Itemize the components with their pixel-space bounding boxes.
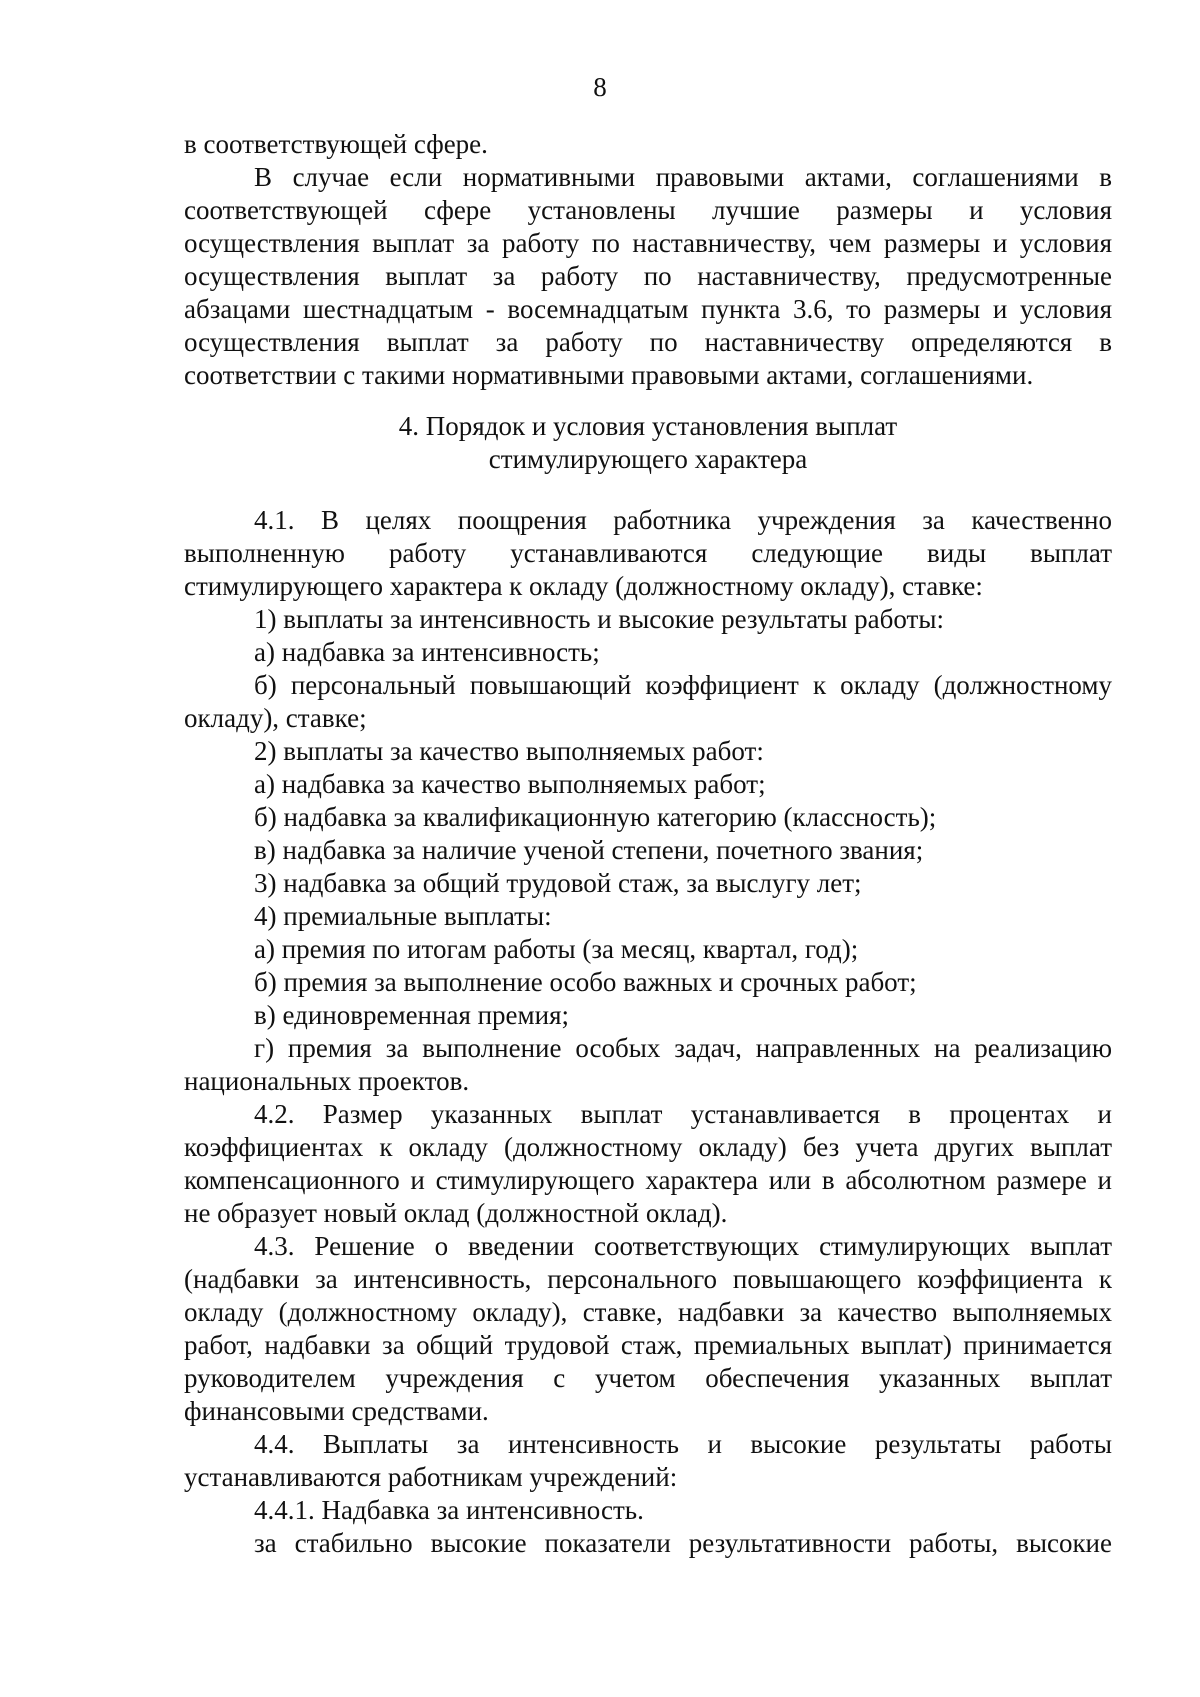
list-item-4b: б) премия за выполнение особо важных и срочных работ; [254, 967, 917, 997]
page-number: 8 [593, 72, 607, 102]
list-item-2c: в) надбавка за наличие ученой степени, почетного звания; [254, 835, 924, 865]
list-item-2a: а) надбавка за качество выполняемых работ; [254, 769, 766, 799]
paragraph-mentoring-conditions: В случае если нормативными правовыми актами, соглашениями в соответствующей сфере установлены лучшие размеры и условия осуществления выплат за работу по наставничеству, чем размеры и условия осуществления выплат за работу по наставничеству, предусмотренные абзацами шестнадцатым - восемнадцатым пункта 3.6, то размеры и условия осуществления выплат за работу по наставничеству определяются в соответствии с такими нормативными правовыми актами, соглашениями. [184, 162, 1112, 390]
section-heading-line-2: стимулирующего характера [488, 444, 808, 474]
list-item-1a: а) надбавка за интенсивность; [254, 637, 600, 667]
paragraph-4-2: 4.2. Размер указанных выплат устанавливается в процентах и коэффициентах к окладу (должностному окладу) без учета других выплат компенсационного и стимулирующего характера или в абсолютном размере и не образует новый оклад (должностной оклад). [184, 1099, 1112, 1228]
list-item-1b: б) персональный повышающий коэффициент к окладу (должностному окладу), ставке; [184, 670, 1112, 733]
paragraph-continued: за стабильно высокие показатели результативности работы, высокие [254, 1528, 1112, 1558]
list-item-3: 3) надбавка за общий трудовой стаж, за выслугу лет; [254, 868, 862, 898]
paragraph-4-4: 4.4. Выплаты за интенсивность и высокие результаты работы устанавливаются работникам учреждений: [184, 1429, 1112, 1492]
list-item-4d: г) премия за выполнение особых задач, направленных на реализацию национальных проектов. [184, 1033, 1112, 1096]
paragraph-4-4-1: 4.4.1. Надбавка за интенсивность. [254, 1495, 644, 1525]
paragraph-4-3: 4.3. Решение о введении соответствующих стимулирующих выплат (надбавки за интенсивность, персонального повышающего коэффициента к окладу (должностному окладу), ставке, надбавки за качество выполняемых работ, надбавки за общий трудовой стаж, премиальных выплат) принимается руководителем учреждения с учетом обеспечения указанных выплат финансовыми средствами. [184, 1231, 1112, 1426]
spacer [184, 476, 1112, 504]
list-item-2b: б) надбавка за квалификационную категорию (классность); [254, 802, 937, 832]
document-body [184, 128, 1112, 1560]
section-heading-line-1: 4. Порядок и условия установления выплат [398, 411, 898, 441]
list-item-1: 1) выплаты за интенсивность и высокие результаты работы: [254, 604, 944, 634]
list-item-4c: в) единовременная премия; [254, 1000, 569, 1030]
list-item-4a: а) премия по итогам работы (за месяц, квартал, год); [254, 934, 859, 964]
paragraph-4-1: 4.1. В целях поощрения работника учреждения за качественно выполненную работу устанавливаются следующие виды выплат стимулирующего характера к окладу (должностному окладу), ставке: [184, 505, 1112, 601]
section-heading [184, 410, 1112, 476]
list-item-4: 4) премиальные выплаты: [254, 901, 552, 931]
paragraph-continuation: в соответствующей сфере. [184, 129, 488, 159]
list-item-2: 2) выплаты за качество выполняемых работ: [254, 736, 764, 766]
